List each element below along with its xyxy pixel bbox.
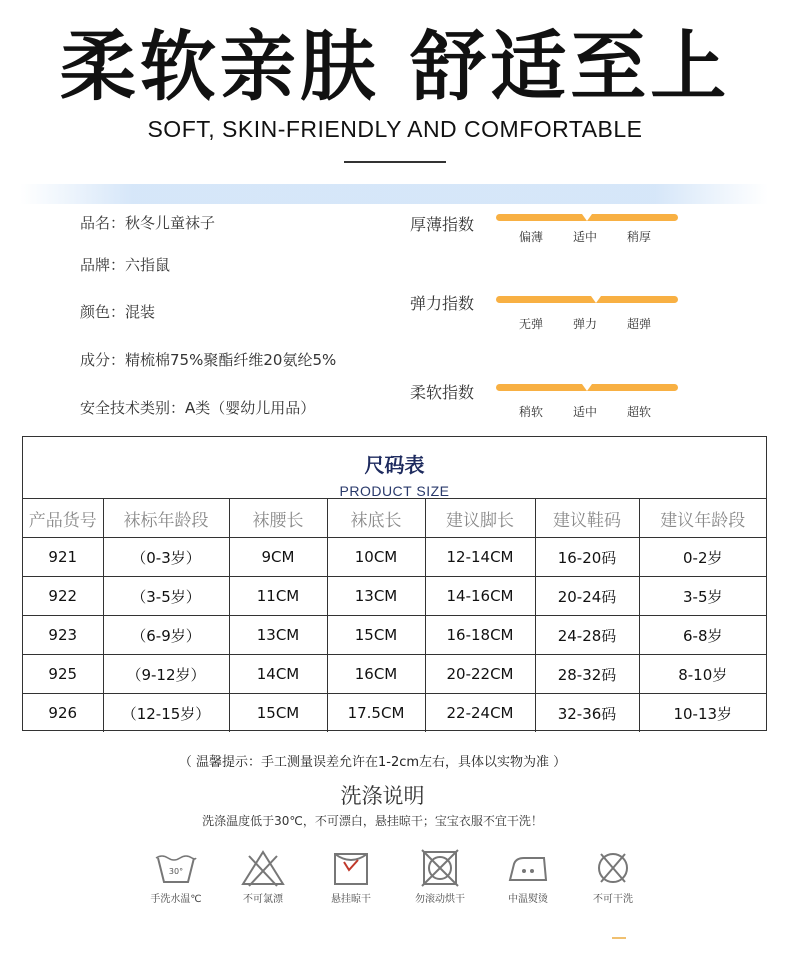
- care-label: 不可氯漂: [243, 894, 283, 905]
- no-bleach-icon: [239, 848, 287, 888]
- table-cell: 0-2岁: [639, 538, 766, 577]
- table-cell: （6-9岁）: [103, 616, 229, 655]
- table-row: [23, 616, 766, 655]
- column-header: 袜腰长: [229, 499, 327, 538]
- table-cell: 13CM: [229, 616, 327, 655]
- softness-index-marker: [582, 384, 592, 391]
- column-header: 建议脚长: [425, 499, 535, 538]
- care-label: 中温熨烫: [508, 894, 548, 905]
- table-cell: 11CM: [229, 577, 327, 616]
- table-cell: （12-15岁）: [103, 694, 229, 733]
- info-color: [80, 301, 155, 322]
- care-label: 不可干洗: [593, 894, 633, 905]
- table-cell: 24-28码: [535, 616, 639, 655]
- decorative-band: [20, 184, 768, 204]
- table-cell: 14CM: [229, 655, 327, 694]
- table-cell: 15CM: [229, 694, 327, 733]
- table-cell: 926: [23, 694, 103, 733]
- info-label: 成分：: [80, 351, 126, 369]
- iron-medium-icon: [504, 848, 552, 888]
- info-value: 六指鼠: [125, 256, 171, 274]
- thickness-index-label: 厚薄指数: [410, 215, 475, 234]
- info-brand: [80, 254, 170, 275]
- elasticity-level-2: 弹力: [573, 317, 598, 331]
- thickness-level-1: 偏薄: [519, 230, 544, 244]
- softness-index-label: 柔软指数: [410, 383, 475, 402]
- column-header: 建议年龄段: [639, 499, 766, 538]
- table-cell: 14-16CM: [425, 577, 535, 616]
- table-cell: 923: [23, 616, 103, 655]
- info-composition: [80, 349, 336, 370]
- headline: 柔软亲肤 舒适至上: [59, 22, 731, 111]
- table-cell: 15CM: [327, 616, 425, 655]
- washing-title: 洗涤说明: [340, 784, 425, 808]
- info-label: 安全技术类别：: [80, 399, 186, 417]
- table-cell: 17.5CM: [327, 694, 425, 733]
- softness-level-3: 超软: [627, 405, 652, 419]
- decorative-mark: [612, 937, 626, 939]
- care-item-no-bleach: [218, 848, 308, 905]
- care-item-hand-wash: [131, 848, 221, 905]
- elasticity-index-marker: [591, 296, 601, 303]
- info-label: 颜色：: [80, 303, 126, 321]
- table-cell: 16-20码: [535, 538, 639, 577]
- care-item-no-dry-clean: [568, 848, 658, 905]
- size-chart-title: 尺码表: [364, 453, 425, 477]
- care-item-no-tumble-dry: [395, 848, 485, 905]
- table-cell: 12-14CM: [425, 538, 535, 577]
- care-label: 勿滚动烘干: [415, 894, 465, 905]
- softness-level-1: 稍软: [519, 405, 544, 419]
- table-cell: 10CM: [327, 538, 425, 577]
- table-cell: 20-22CM: [425, 655, 535, 694]
- info-label: 品名：: [80, 214, 126, 232]
- hand-wash-icon: [152, 848, 200, 888]
- table-cell: 8-10岁: [639, 655, 766, 694]
- table-cell: 20-24码: [535, 577, 639, 616]
- info-safety-category: [80, 397, 315, 418]
- column-header: 袜标年龄段: [103, 499, 229, 538]
- table-cell: 925: [23, 655, 103, 694]
- info-value: 秋冬儿童袜子: [125, 214, 216, 232]
- table-cell: 16CM: [327, 655, 425, 694]
- headline-subtitle: SOFT, SKIN-FRIENDLY AND COMFORTABLE: [147, 116, 643, 142]
- info-value: 精梳棉75%聚酯纤维20氨纶5%: [125, 351, 337, 369]
- table-cell: 32-36码: [535, 694, 639, 733]
- table-row: [23, 538, 766, 577]
- info-product-name: [80, 212, 215, 233]
- size-chart-table: [23, 499, 766, 732]
- table-cell: （0-3岁）: [103, 538, 229, 577]
- softness-index-bar: [496, 384, 678, 391]
- table-cell: 3-5岁: [639, 577, 766, 616]
- size-chart-header-row: [23, 499, 766, 538]
- column-header: 建议鞋码: [535, 499, 639, 538]
- table-cell: 16-18CM: [425, 616, 535, 655]
- table-row: [23, 655, 766, 694]
- column-header: 产品货号: [23, 499, 103, 538]
- column-header: 袜底长: [327, 499, 425, 538]
- washing-description: 洗涤温度低于30℃，不可漂白，悬挂晾干；宝宝衣服不宜干洗！: [202, 814, 543, 828]
- size-chart-subtitle: PRODUCT SIZE: [339, 483, 450, 499]
- no-dry-clean-icon: [589, 848, 637, 888]
- table-row: [23, 694, 766, 733]
- elasticity-level-1: 无弹: [519, 317, 544, 331]
- table-cell: 22-24CM: [425, 694, 535, 733]
- elasticity-index-bar: [496, 296, 678, 303]
- info-value: 混装: [125, 303, 156, 321]
- table-cell: 921: [23, 538, 103, 577]
- thickness-level-2: 适中: [573, 230, 598, 244]
- table-row: [23, 577, 766, 616]
- headline-divider: [344, 161, 446, 163]
- thickness-level-3: 稍厚: [627, 230, 652, 244]
- table-cell: 6-8岁: [639, 616, 766, 655]
- table-cell: 10-13岁: [639, 694, 766, 733]
- table-cell: 922: [23, 577, 103, 616]
- care-item-hang-dry: [306, 848, 396, 905]
- no-tumble-dry-icon: [416, 848, 464, 888]
- table-cell: （9-12岁）: [103, 655, 229, 694]
- care-label: 手洗水温℃: [150, 894, 202, 905]
- info-label: 品牌：: [80, 256, 126, 274]
- thickness-index-bar: [496, 214, 678, 221]
- elasticity-level-3: 超弹: [627, 317, 652, 331]
- table-cell: （3-5岁）: [103, 577, 229, 616]
- size-chart-header: [23, 437, 766, 499]
- softness-level-2: 适中: [573, 405, 598, 419]
- size-chart: [22, 436, 767, 731]
- table-cell: 13CM: [327, 577, 425, 616]
- hang-dry-icon: [327, 848, 375, 888]
- elasticity-index-label: 弹力指数: [410, 294, 475, 313]
- table-cell: 9CM: [229, 538, 327, 577]
- care-item-iron-medium: [483, 848, 573, 905]
- info-value: A类（婴幼儿用品）: [185, 399, 316, 417]
- measurement-tip: （ 温馨提示：手工测量误差允许在1-2cm左右，具体以实物为准 ）: [178, 755, 567, 770]
- thickness-index-marker: [582, 214, 592, 221]
- care-label: 悬挂晾干: [331, 894, 371, 905]
- table-cell: 28-32码: [535, 655, 639, 694]
- hand-wash-temp: 30°: [168, 867, 184, 876]
